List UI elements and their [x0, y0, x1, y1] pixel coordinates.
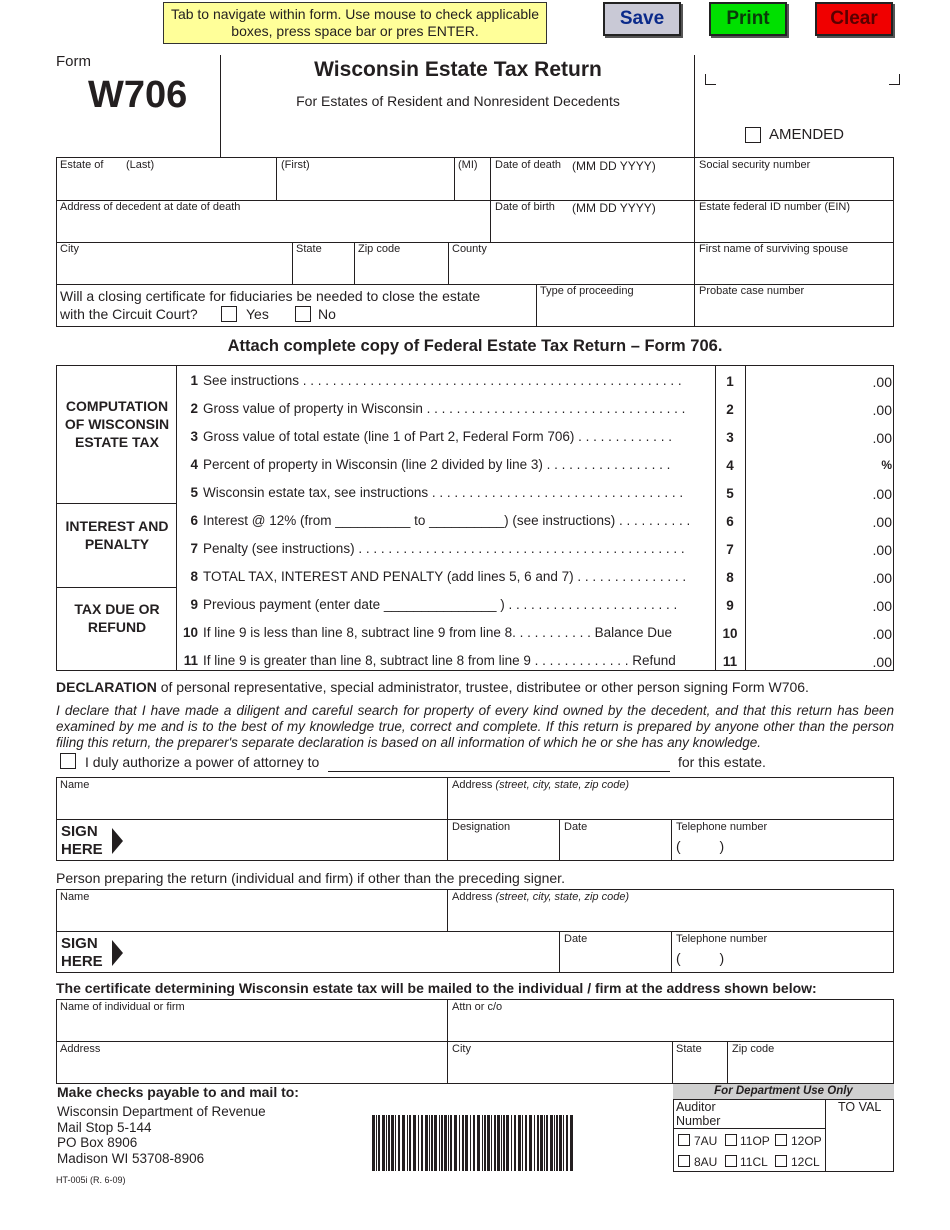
declaration-heading-line [56, 679, 894, 695]
line-cents: .00 [872, 598, 892, 614]
barcode-bar [378, 1115, 380, 1171]
barcode-bar [391, 1115, 394, 1171]
cert-zip-field[interactable] [729, 1057, 892, 1082]
line-box-number: 1 [726, 374, 734, 389]
code-11op-checkbox[interactable] [725, 1134, 737, 1146]
barcode-bar [525, 1115, 527, 1171]
cert-state-label: State [676, 1043, 702, 1055]
section-tax-due-refund: TAX DUE OR REFUND [74, 601, 160, 635]
line-box-number: 10 [722, 626, 738, 641]
barcode-bar [556, 1115, 558, 1171]
to-val-label: TO VAL [838, 1100, 882, 1114]
preparer-col-line [559, 931, 560, 973]
line-box-number: 4 [726, 458, 734, 473]
line-box-number: 11 [722, 654, 738, 669]
middle-initial-field[interactable] [456, 173, 488, 198]
line-description: Interest @ 12% (from __________ to __________) (see instructions) . . . . . . . . . . [203, 513, 691, 528]
line-cents: .00 [872, 374, 892, 390]
preparer-address-text: Address [452, 891, 493, 903]
barcode-bar [544, 1115, 545, 1171]
preparer-address-field[interactable] [449, 905, 892, 929]
preparer-col-line [447, 889, 448, 931]
barcode-bar [570, 1115, 573, 1171]
barcode-bar [465, 1115, 468, 1171]
preparer-name-field[interactable] [58, 905, 445, 929]
line-description: Percent of property in Wisconsin (line 2 divided by line 3) . . . . . . . . . . . . . . . . . [203, 457, 671, 472]
line-box-number: 6 [726, 514, 734, 529]
middle-initial-label: (MI) [458, 159, 478, 171]
preparer-phone-label: Telephone number [676, 933, 768, 945]
address-label: Address of decedent at date of death [60, 201, 241, 213]
power-of-attorney-checkbox[interactable] [60, 753, 76, 769]
closing-yes-label: Yes [246, 306, 269, 322]
barcode-bar [546, 1115, 548, 1171]
poa-prefix: I duly authorize a power of attorney to [85, 754, 320, 770]
barcode-bar [559, 1115, 562, 1171]
code-12op-label: 12OP [791, 1134, 822, 1148]
line-cents: .00 [872, 402, 892, 418]
barcode-bar [421, 1115, 423, 1171]
line-number: 2 [190, 401, 198, 416]
barcode-bar [450, 1115, 452, 1171]
signer-phone-field[interactable] [673, 835, 892, 859]
line-number: 11 [183, 653, 198, 668]
state-label: State [296, 243, 322, 255]
line-number: 10 [182, 625, 198, 640]
amended-label: AMENDED [769, 126, 845, 143]
barcode-bar [425, 1115, 428, 1171]
preparer-phone-parens: ( ) [676, 950, 725, 966]
barcode-bar [494, 1115, 496, 1171]
preparer-address-hint: (street, city, state, zip code) [495, 891, 630, 903]
barcode-bar [444, 1115, 447, 1171]
proceeding-field[interactable] [538, 299, 692, 325]
signer-name-label: Name [60, 779, 90, 791]
signer-signature-field[interactable] [126, 821, 445, 859]
code-8au-label: 8AU [694, 1155, 718, 1169]
line-4-amount-field[interactable] [747, 455, 859, 477]
line-5-amount-field[interactable] [747, 483, 859, 505]
designation-field[interactable] [449, 835, 557, 859]
poa-suffix: for this estate. [678, 754, 766, 770]
line-description: Previous payment (enter date _______________ ) . . . . . . . . . . . . . . . . . . . . . . . [203, 597, 678, 612]
line-box-number: 2 [726, 402, 734, 417]
barcode-bar [407, 1115, 408, 1171]
section-interest-penalty: INTEREST AND PENALTY [65, 518, 169, 552]
last-name-field[interactable] [58, 173, 274, 198]
mail-line-2: Mail Stop 5-144 [57, 1119, 152, 1135]
signer-phone-label: Telephone number [676, 821, 768, 833]
line-3-amount-field[interactable] [747, 427, 859, 449]
cert-zip-label: Zip code [732, 1043, 775, 1055]
here-text: HERE [61, 953, 103, 970]
clear-button[interactable]: Clear [815, 2, 893, 36]
navigation-instructions: Tab to navigate within form. Use mouse to check applicable boxes, press space bar or pres ENTER. [163, 2, 547, 44]
header-divider-left [220, 55, 221, 158]
barcode-bar [529, 1115, 532, 1171]
code-8au-checkbox[interactable] [678, 1155, 690, 1167]
preparer-date-label: Date [564, 933, 588, 945]
line-box-number: 8 [726, 570, 734, 585]
cert-city-label: City [452, 1043, 471, 1055]
here-text: HERE [61, 841, 103, 858]
line-9-amount-field[interactable] [747, 595, 859, 617]
form-revision-code: HT-005i (R. 6-09) [56, 1175, 126, 1185]
preparer-sign-here-label [61, 935, 103, 971]
line-box-number: 7 [726, 542, 734, 557]
save-button[interactable]: Save [603, 2, 681, 36]
line-description: If line 9 is less than line 8, subtract line 9 from line 8. . . . . . . . . . . Balance Due [203, 625, 672, 640]
preparer-signature-field[interactable] [126, 933, 557, 971]
auditor-number-label [676, 1100, 720, 1128]
line-6-amount-field[interactable] [747, 511, 859, 533]
form-number: W706 [88, 74, 188, 116]
page-title: Wisconsin Estate Tax Return [314, 58, 602, 81]
mailing-address [57, 1104, 266, 1166]
section-divider [56, 503, 177, 504]
mail-line-4: Madison WI 53708-8906 [57, 1150, 205, 1166]
mail-heading: Make checks payable to and mail to: [57, 1084, 299, 1100]
mail-line-1: Wisconsin Department of Revenue [57, 1104, 266, 1119]
code-12op-checkbox[interactable] [775, 1134, 787, 1146]
cert-name-label: Name of individual or firm [60, 1001, 185, 1013]
signer-date-label: Date [564, 821, 588, 833]
line-box-number: 5 [726, 486, 734, 501]
line-description: If line 9 is greater than line 8, subtract line 8 from line 9 . . . . . . . . . . . . . Refund [203, 653, 676, 668]
grid-col-line [536, 284, 537, 327]
city-label: City [60, 243, 79, 255]
closing-no-label: No [318, 306, 336, 322]
line-cents: .00 [872, 430, 892, 446]
barcode-bar [537, 1115, 539, 1171]
signer-address-label [452, 779, 629, 791]
zip-field[interactable] [356, 257, 446, 282]
line-1-amount-field[interactable] [747, 371, 859, 393]
barcode-bar [462, 1115, 464, 1171]
line-description: Penalty (see instructions) . . . . . . . . . . . . . . . . . . . . . . . . . . . . . . . . . . . . . . . . . . . . [203, 541, 685, 556]
signer-address-text: Address [452, 779, 493, 791]
line-number: 4 [190, 457, 198, 472]
barcode-bar [395, 1115, 396, 1171]
last-name-label: (Last) [126, 159, 155, 171]
barcode-bar [473, 1115, 475, 1171]
preparer-address-label [452, 891, 629, 903]
line-8-amount-field[interactable] [747, 567, 859, 589]
barcode-bar [441, 1115, 443, 1171]
cert-city-field[interactable] [449, 1057, 670, 1082]
date-of-death-format: (MM DD YYYY) [572, 159, 656, 173]
barcode-bar [459, 1115, 460, 1171]
corner-mark-left [705, 74, 716, 85]
preparer-phone-field[interactable] [673, 947, 892, 971]
barcode-bar [431, 1115, 433, 1171]
certificate-col-line [447, 999, 448, 1084]
declaration-heading: DECLARATION [56, 679, 157, 695]
closing-certificate-question: Will a closing certificate for fiduciaries be needed to close the estate [60, 288, 481, 304]
code-12cl-label: 12CL [791, 1155, 820, 1169]
department-use-heading: For Department Use Only [673, 1084, 894, 1099]
section-computation: COMPUTATION OF WISCONSIN ESTATE TAX [64, 398, 170, 450]
line-description: TOTAL TAX, INTEREST AND PENALTY (add lines 5, 6 and 7) . . . . . . . . . . . . . . . [203, 569, 687, 584]
barcode-bar [439, 1115, 440, 1171]
auditor-text: Auditor [676, 1100, 716, 1114]
barcode-bar [566, 1115, 568, 1171]
grid-col-line [292, 242, 293, 284]
date-of-birth-field[interactable] [492, 215, 692, 240]
line-cents: .00 [872, 570, 892, 586]
grid-col-line [454, 157, 455, 200]
grid-col-line [354, 242, 355, 284]
barcode-bar [434, 1115, 437, 1171]
sign-text: SIGN [61, 823, 98, 840]
barcode-bar [484, 1115, 486, 1171]
grid-col-line [694, 157, 695, 327]
date-of-death-label: Date of death [495, 159, 562, 171]
sign-arrow-icon [112, 828, 123, 854]
page-subtitle: For Estates of Resident and Nonresident Decedents [296, 93, 620, 109]
barcode-bar [409, 1115, 411, 1171]
attach-instruction: Attach complete copy of Federal Estate Tax Return – Form 706. [227, 337, 723, 355]
line-cents: .00 [872, 654, 892, 670]
first-name-label: (First) [281, 159, 310, 171]
barcode-bar [487, 1115, 490, 1171]
preparer-col-line [671, 931, 672, 973]
preparer-date-field[interactable] [561, 947, 669, 971]
line-box-number: 9 [726, 598, 734, 613]
dept-row-line [673, 1128, 825, 1129]
code-11cl-label: 11CL [740, 1155, 768, 1169]
line-number: 1 [190, 373, 198, 388]
county-label: County [452, 243, 487, 255]
barcode-bar [514, 1115, 516, 1171]
spouse-field[interactable] [696, 257, 892, 282]
designation-label: Designation [452, 821, 511, 833]
declaration-heading-rest: of personal representative, special administrator, trustee, distributee or other person signing Form W706. [156, 679, 809, 695]
signer-col-line [671, 819, 672, 861]
barcode-bar [386, 1115, 387, 1171]
number-text: Number [676, 1114, 721, 1128]
section-divider [56, 587, 177, 588]
line-2-amount-field[interactable] [747, 399, 859, 421]
line-number: 6 [190, 513, 198, 528]
barcode-bar [477, 1115, 480, 1171]
signer-col-line [447, 777, 448, 861]
barcode-bar [470, 1115, 471, 1171]
address-field[interactable] [58, 215, 488, 240]
grid-col-line [490, 157, 491, 242]
closing-no-checkbox[interactable] [295, 306, 311, 322]
barcode-graphic [372, 1115, 574, 1171]
table-col-line [745, 365, 746, 671]
barcode-bar [491, 1115, 492, 1171]
code-12cl-checkbox[interactable] [775, 1155, 787, 1167]
closing-yes-checkbox[interactable] [221, 306, 237, 322]
grid-col-line [276, 157, 277, 200]
print-button[interactable]: Print [709, 2, 787, 36]
cert-attn-label: Attn or c/o [452, 1001, 503, 1013]
line-description: Gross value of property in Wisconsin . . . . . . . . . . . . . . . . . . . . . . . . . . . . . . . . . . . [203, 401, 686, 416]
ssn-label: Social security number [699, 159, 811, 171]
first-name-field[interactable] [278, 173, 452, 198]
line-number: 3 [190, 429, 198, 444]
spouse-label: First name of surviving spouse [699, 243, 849, 255]
barcode-bar [506, 1115, 509, 1171]
probate-field[interactable] [696, 299, 892, 325]
certificate-col-line [672, 1041, 673, 1084]
cert-name-field[interactable] [58, 1015, 445, 1039]
certificate-row-line [56, 1041, 894, 1042]
certificate-col-line [727, 1041, 728, 1084]
date-of-death-field[interactable] [492, 173, 692, 198]
barcode-bar [402, 1115, 405, 1171]
state-field[interactable] [294, 257, 352, 282]
signer-name-field[interactable] [58, 793, 445, 817]
line-number: 9 [190, 597, 198, 612]
barcode-bar [534, 1115, 535, 1171]
barcode-bar [454, 1115, 457, 1171]
barcode-bar [382, 1115, 385, 1171]
header-divider-right [694, 55, 695, 158]
sign-here-label [61, 823, 103, 859]
date-of-birth-format: (MM DD YYYY) [572, 201, 656, 215]
line-number: 8 [190, 569, 198, 584]
cert-address-field[interactable] [58, 1057, 445, 1082]
poa-name-field[interactable] [328, 755, 670, 772]
preparer-intro: Person preparing the return (individual and firm) if other than the preceding signer. [56, 870, 565, 886]
code-11op-label: 11OP [740, 1134, 770, 1148]
barcode-bar [503, 1115, 505, 1171]
barcode-bar [482, 1115, 483, 1171]
line-cents: .00 [872, 486, 892, 502]
mail-line-3: PO Box 8906 [57, 1135, 138, 1150]
signer-address-hint: (street, city, state, zip code) [495, 779, 630, 791]
preparer-sign-arrow-icon [112, 940, 123, 966]
ein-field[interactable] [696, 215, 892, 240]
cert-attn-field[interactable] [449, 1015, 892, 1039]
ssn-field[interactable] [696, 173, 892, 198]
line-cents: % [881, 458, 892, 472]
zip-label: Zip code [358, 243, 401, 255]
form-label: Form [56, 53, 91, 70]
code-7au-checkbox[interactable] [678, 1134, 690, 1146]
barcode-bar [511, 1115, 512, 1171]
closing-certificate-question-cont: with the Circuit Court? [60, 306, 198, 322]
barcode-bar [501, 1115, 502, 1171]
barcode-bar [372, 1115, 375, 1171]
ein-label: Estate federal ID number (EIN) [699, 201, 851, 213]
code-7au-label: 7AU [694, 1134, 718, 1148]
signer-date-field[interactable] [561, 835, 669, 859]
barcode-bar [522, 1115, 523, 1171]
barcode-bar [413, 1115, 416, 1171]
barcode-bar [398, 1115, 400, 1171]
barcode [372, 1115, 574, 1171]
date-of-birth-label: Date of birth [495, 201, 555, 213]
cert-address-label: Address [60, 1043, 101, 1055]
barcode-bar [448, 1115, 449, 1171]
line-cents: .00 [872, 514, 892, 530]
cert-state-field[interactable] [674, 1057, 725, 1082]
line-box-number: 3 [726, 430, 734, 445]
line-number: 7 [190, 541, 198, 556]
grid-col-line [448, 242, 449, 284]
preparer-row-line [56, 931, 894, 932]
signer-phone-parens: ( ) [676, 838, 725, 854]
barcode-bar [418, 1115, 419, 1171]
line-description: See instructions . . . . . . . . . . . . . . . . . . . . . . . . . . . . . . . . . . . . . . . . . . . . . . . . . . . [203, 373, 682, 388]
probate-label: Probate case number [699, 285, 805, 297]
signer-col-line [559, 819, 560, 861]
declaration-text: I declare that I have made a diligent and careful search for property of every kind owned by the decedent, and that this return has been examined by me and is to the best of my knowledge true, correct and complete. If this return is prepared by anyone other than the person filing this return, the preparer's separate declaration is based on all information of which he or she has any knowledge. [56, 703, 894, 750]
line-cents: .00 [872, 626, 892, 642]
code-11cl-checkbox[interactable] [725, 1155, 737, 1167]
barcode-bar [518, 1115, 521, 1171]
preparer-name-label: Name [60, 891, 90, 903]
line-10-amount-field[interactable] [747, 623, 859, 645]
city-field[interactable] [58, 257, 290, 282]
barcode-bar [554, 1115, 555, 1171]
signer-address-field[interactable] [449, 793, 892, 817]
barcode-bar [429, 1115, 430, 1171]
county-field[interactable] [450, 257, 692, 282]
estate-of-label: Estate of [60, 159, 104, 171]
barcode-bar [563, 1115, 564, 1171]
barcode-bar [376, 1115, 377, 1171]
barcode-bar [540, 1115, 543, 1171]
line-description: Wisconsin estate tax, see instructions . . . . . . . . . . . . . . . . . . . . . . . . . . . . . . . . . . [203, 485, 684, 500]
line-cents: .00 [872, 542, 892, 558]
sign-text: SIGN [61, 935, 98, 952]
barcode-bar [497, 1115, 500, 1171]
signer-row-line [56, 819, 894, 820]
certificate-heading: The certificate determining Wisconsin estate tax will be mailed to the individual / firm at the address shown below: [56, 980, 817, 996]
line-11-amount-field[interactable] [747, 651, 859, 673]
line-number: 5 [190, 485, 198, 500]
line-description: Gross value of total estate (line 1 of Part 2, Federal Form 706) . . . . . . . . . . . . . [203, 429, 672, 444]
barcode-bar [388, 1115, 390, 1171]
corner-mark-right [889, 74, 900, 85]
proceeding-label: Type of proceeding [540, 285, 634, 297]
barcode-bar [550, 1115, 553, 1171]
amended-checkbox[interactable] [745, 127, 761, 143]
dept-col-line [825, 1099, 826, 1172]
line-7-amount-field[interactable] [747, 539, 859, 561]
